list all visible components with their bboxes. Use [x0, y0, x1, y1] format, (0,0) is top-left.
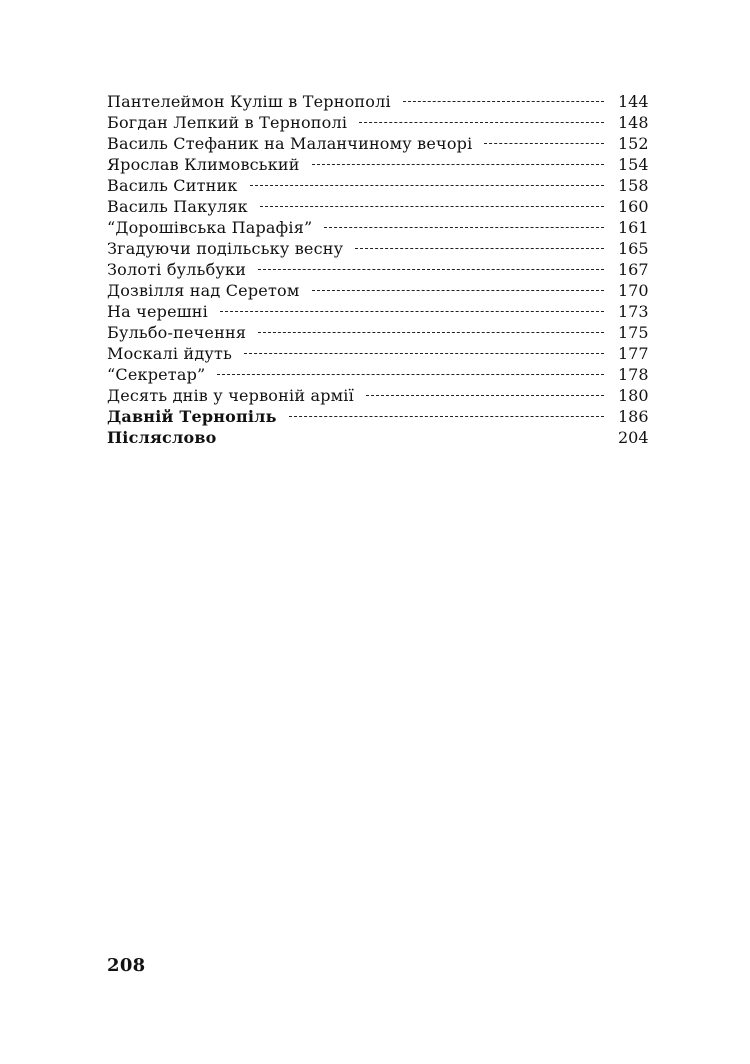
toc-entry-page: 204	[618, 428, 649, 447]
toc-dot-leader	[484, 128, 604, 149]
toc-entry-page: 186	[618, 407, 649, 426]
toc-entry-page: 173	[618, 302, 649, 321]
toc-entry-page: 180	[618, 386, 649, 405]
toc-entry-title: Дозвілля над Серетом	[107, 281, 300, 300]
toc-entry-title: “Секретар”	[107, 365, 206, 384]
toc-entry-title: Василь Пакуляк	[107, 197, 248, 216]
toc-entry	[107, 233, 649, 258]
toc-entry-title: Бульбо-печення	[107, 323, 247, 342]
page-number: 208	[107, 955, 146, 976]
toc-dot-leader	[258, 254, 604, 275]
toc-entry	[107, 128, 649, 153]
toc-dot-leader	[312, 149, 604, 170]
toc-entry-title: Москалі йдуть	[107, 344, 232, 363]
toc-entry	[107, 317, 649, 342]
toc-entry	[107, 86, 649, 111]
toc-entry	[107, 359, 649, 384]
toc-dot-leader	[244, 338, 604, 359]
toc-entry-title: На черешні	[107, 302, 208, 321]
toc-dot-leader	[355, 233, 604, 254]
toc-dot-leader	[258, 317, 604, 338]
toc-entry-page: 144	[618, 92, 649, 111]
toc-entry-title: Богдан Лепкий в Тернополі	[107, 113, 348, 132]
toc-entry	[107, 296, 649, 321]
toc-dot-leader	[359, 107, 604, 128]
toc-entry	[107, 422, 649, 447]
toc-entry-page: 152	[618, 134, 649, 153]
toc-dot-leader	[217, 359, 604, 380]
toc-entry-title: Згадуючи подільську весну	[107, 239, 344, 258]
toc-entry-title: Десять днів у червоній армії	[107, 386, 354, 405]
toc-dot-leader	[250, 170, 604, 191]
table-of-contents	[107, 86, 649, 447]
toc-spacer	[229, 422, 604, 443]
toc-entry	[107, 212, 649, 237]
toc-entry-page: 175	[618, 323, 649, 342]
toc-entry	[107, 338, 649, 363]
toc-entry	[107, 380, 649, 405]
toc-entry-page: 165	[618, 239, 649, 258]
toc-entry-page: 158	[618, 176, 649, 195]
toc-entry-page: 178	[618, 365, 649, 384]
toc-entry	[107, 254, 649, 279]
toc-dot-leader	[289, 401, 604, 422]
toc-entry-page: 154	[618, 155, 649, 174]
toc-entry	[107, 149, 649, 174]
toc-dot-leader	[220, 296, 604, 317]
toc-entry-title: Василь Стефаник на Маланчиному вечорі	[107, 134, 473, 153]
toc-entry-page: 167	[618, 260, 649, 279]
toc-entry-page: 177	[618, 344, 649, 363]
toc-dot-leader	[260, 191, 604, 212]
toc-dot-leader	[324, 212, 604, 233]
toc-entry-title: Пантелеймон Куліш в Тернополі	[107, 92, 391, 111]
toc-entry-title: Василь Ситник	[107, 176, 238, 195]
toc-entry-title: Давній Тернопіль	[107, 407, 277, 426]
toc-entry-page: 160	[618, 197, 649, 216]
toc-dot-leader	[312, 275, 605, 296]
toc-entry-title: Післяслово	[107, 428, 217, 447]
toc-dot-leader	[366, 380, 604, 401]
toc-entry	[107, 275, 649, 300]
toc-dot-leader	[403, 86, 604, 107]
toc-entry-page: 161	[618, 218, 649, 237]
toc-entry	[107, 191, 649, 216]
toc-entry-page: 148	[618, 113, 649, 132]
toc-entry	[107, 170, 649, 195]
toc-entry-title: “Дорошівська Парафія”	[107, 218, 313, 237]
toc-entry	[107, 107, 649, 132]
toc-entry	[107, 401, 649, 426]
toc-entry-title: Ярослав Климовський	[107, 155, 300, 174]
toc-entry-page: 170	[618, 281, 649, 300]
toc-entry-title: Золоті бульбуки	[107, 260, 247, 279]
